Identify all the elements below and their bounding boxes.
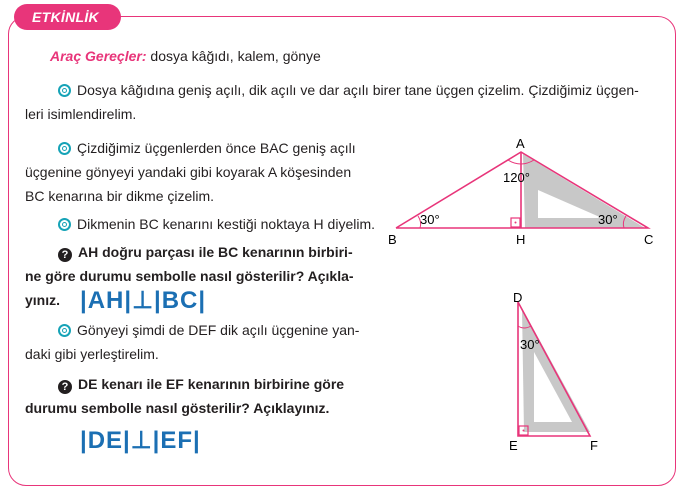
q2-line1: DE kenarı ile EF kenarının birbirine göre: [78, 376, 345, 392]
label-e: E: [509, 438, 518, 453]
q1-line1: AH doğru parçası ile BC kenarının birbiri-: [78, 244, 353, 260]
angle-c-value: 30°: [598, 212, 618, 227]
q1-line2: ne göre durumu sembolle nasıl gösterilir? Açıkla-: [25, 268, 354, 284]
paragraph-4: [58, 318, 359, 342]
label-a: A: [516, 136, 525, 151]
tools-label: Araç Gereçler:: [50, 48, 147, 64]
question-mark-icon: ?: [58, 248, 72, 262]
p1-line2: leri isimlendirelim.: [25, 106, 137, 122]
triangle-def-figure: [500, 288, 620, 458]
q1-answer: |AH|⊥|BC|: [80, 287, 207, 314]
angle-b-value: 30°: [420, 212, 440, 227]
paragraph-2: [58, 136, 356, 160]
p2-line1: Çizdiğimiz üçgenlerden önce BAC geniş açılı: [77, 140, 356, 156]
angle-d-value: 30°: [520, 337, 540, 352]
p2-line3: BC kenarına bir dikme çizelim.: [25, 188, 215, 204]
angle-a-value: 120°: [503, 170, 530, 185]
activity-tag: ETKİNLİK: [14, 4, 121, 30]
label-f: F: [590, 438, 598, 453]
p1-line1: Dosya kâğıdına geniş açılı, dik açılı ve dar açılı birer tane üçgen çizelim. Çizdiğimiz üçgen-: [77, 82, 639, 98]
question-1: [58, 240, 353, 264]
paragraph-3: [58, 212, 375, 236]
target-bullet-icon: [58, 84, 71, 97]
target-bullet-icon: [58, 324, 71, 337]
label-h: H: [516, 232, 526, 247]
paragraph-1: [58, 78, 639, 102]
tools-line: [50, 44, 321, 68]
q1-line3: yınız.: [25, 292, 61, 308]
p2-line2: üçgenine gönyeyi yandaki gibi koyarak A köşesinden: [25, 164, 352, 180]
tools-value: dosya kâğıdı, kalem, gönye: [150, 48, 321, 64]
target-bullet-icon: [58, 142, 71, 155]
question-2: [58, 372, 344, 396]
target-bullet-icon: [58, 218, 71, 231]
q2-answer: |DE|⊥|EF|: [80, 427, 201, 454]
label-b: B: [388, 232, 397, 247]
p3-line1: Dikmenin BC kenarını kestiği noktaya H diyelim.: [77, 216, 376, 232]
triangle-bac-figure: [380, 132, 670, 252]
label-c: C: [644, 232, 654, 247]
p4-line1: Gönyeyi şimdi de DEF dik açılı üçgenine yan-: [77, 322, 360, 338]
question-mark-icon: ?: [58, 380, 72, 394]
label-d: D: [513, 290, 523, 305]
q2-line2: durumu sembolle nasıl gösterilir? Açıklayınız.: [25, 400, 330, 416]
p4-line2: daki gibi yerleştirelim.: [25, 346, 159, 362]
